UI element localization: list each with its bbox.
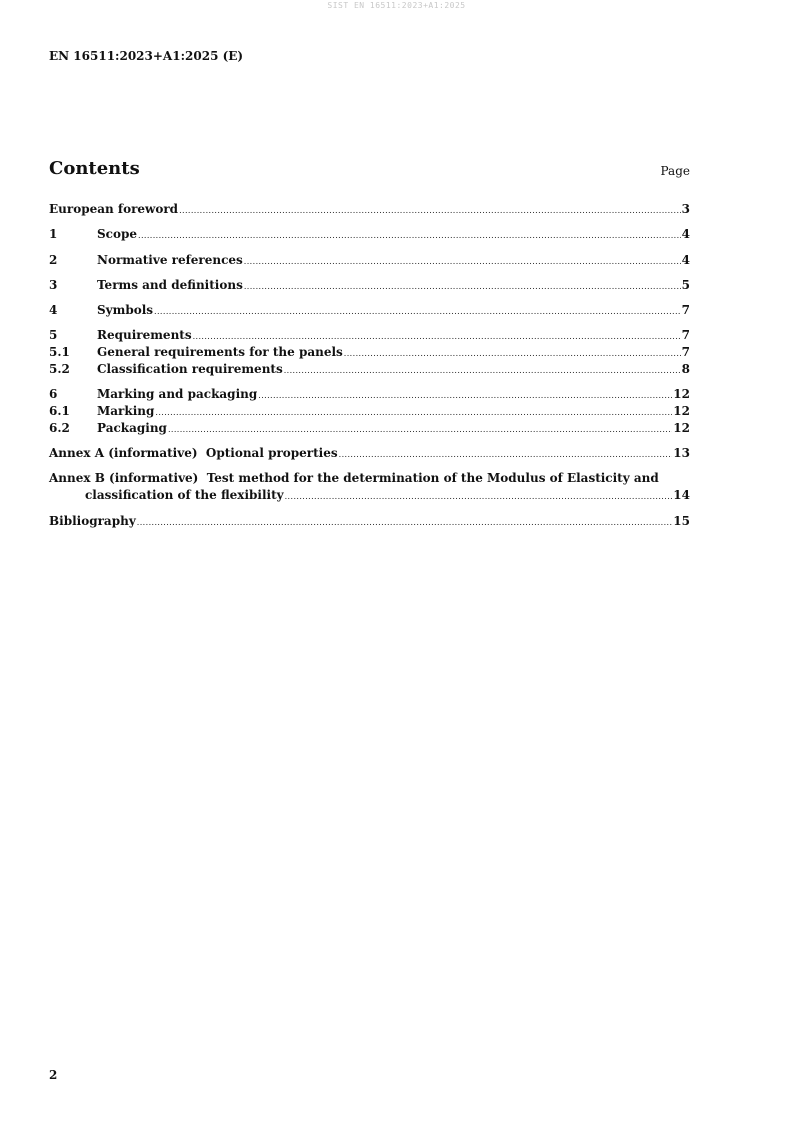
page-column-label: Page <box>660 164 690 178</box>
toc-entry-page: 13 <box>673 446 690 460</box>
toc-leader-dots <box>154 303 681 320</box>
toc-leader-dots <box>138 227 681 244</box>
toc-entry-title: Marking <box>97 404 155 418</box>
contents-title: Contents <box>49 158 140 179</box>
toc-leader-dots <box>244 253 681 270</box>
toc-entry-normative-references[interactable] <box>49 252 690 270</box>
toc-entry-european-foreword[interactable] <box>49 201 690 219</box>
toc-entry-general-requirements[interactable] <box>49 344 690 362</box>
toc-leader-dots <box>137 514 673 531</box>
toc-entry-title: Symbols <box>97 303 154 317</box>
toc-entry-marking[interactable] <box>49 403 690 421</box>
toc-entry-terms-and-definitions[interactable] <box>49 277 690 295</box>
toc-entry-title: European foreword <box>49 202 179 216</box>
toc-entry-page: 12 <box>673 387 690 401</box>
toc-entry-number: 5 <box>49 328 58 342</box>
toc-entry-page: 14 <box>673 488 690 502</box>
toc-entry-number: 4 <box>49 303 58 317</box>
toc-entry-title: Requirements <box>97 328 192 342</box>
toc-entry-title: Annex A (informative) Optional properties <box>49 446 338 460</box>
toc-leader-dots <box>193 328 681 345</box>
toc-entry-number: 6.1 <box>49 404 70 418</box>
toc-entry-number: 2 <box>49 253 58 267</box>
toc-entry-marking-and-packaging[interactable] <box>49 386 690 404</box>
toc-entry-title: Terms and definitions <box>97 278 243 292</box>
toc-leader-dots <box>168 421 672 438</box>
toc-entry-page: 3 <box>681 202 690 216</box>
toc-entry-title-line2-row <box>49 487 690 505</box>
toc-entry-page: 4 <box>681 253 690 267</box>
toc-leader-dots <box>344 345 681 362</box>
toc-leader-dots <box>155 404 672 421</box>
toc-entry-requirements[interactable] <box>49 327 690 345</box>
toc-entry-annex-a[interactable] <box>49 445 690 463</box>
toc-entry-page: 8 <box>681 362 690 376</box>
toc-entry-number: 1 <box>49 227 58 241</box>
toc-entry-number: 5.2 <box>49 362 70 376</box>
toc-entry-page: 15 <box>673 514 690 528</box>
toc-entry-title-line1: Annex B (informative) Test method for the determination of the Modulus of Elasticity and <box>49 471 659 485</box>
toc-entry-title-line2: classification of the flexibility <box>85 488 284 502</box>
toc-entry-page: 7 <box>681 303 690 317</box>
toc-leader-dots <box>339 446 673 463</box>
toc-leader-dots <box>258 387 672 404</box>
toc-entry-title: Marking and packaging <box>97 387 258 401</box>
toc-entry-number: 6.2 <box>49 421 70 435</box>
toc-entry-page: 5 <box>681 278 690 292</box>
toc-entry-title: Scope <box>97 227 138 241</box>
document-id-header: EN 16511:2023+A1:2025 (E) <box>49 49 244 63</box>
toc-entry-page: 4 <box>681 227 690 241</box>
watermark: SIST EN 16511:2023+A1:2025 <box>327 1 466 10</box>
toc-entry-page: 7 <box>681 345 690 359</box>
toc-leader-dots <box>285 488 673 505</box>
toc-leader-dots <box>179 202 681 219</box>
toc-entry-page: 12 <box>673 421 690 435</box>
toc-entry-number: 3 <box>49 278 58 292</box>
toc-entry-symbols[interactable] <box>49 302 690 320</box>
toc-entry-page: 12 <box>673 404 690 418</box>
toc-entry-number: 6 <box>49 387 58 401</box>
page-number: 2 <box>49 1068 58 1082</box>
toc-entry-title: General requirements for the panels <box>97 345 343 359</box>
toc-entry-classification-requirements[interactable] <box>49 361 690 379</box>
toc-leader-dots <box>244 278 681 295</box>
toc-entry-packaging[interactable] <box>49 420 690 438</box>
toc-entry-page: 7 <box>681 328 690 342</box>
toc-entry-title: Packaging <box>97 421 167 435</box>
toc-leader-dots <box>284 362 681 379</box>
toc-entry-title: Classification requirements <box>97 362 283 376</box>
toc-entry-title: Bibliography <box>49 514 136 528</box>
toc-entry-number: 5.1 <box>49 345 70 359</box>
toc-entry-bibliography[interactable] <box>49 513 690 531</box>
toc-entry-scope[interactable] <box>49 226 690 244</box>
toc-entry-title: Normative references <box>97 253 243 267</box>
toc-entry-annex-b[interactable] <box>49 470 690 505</box>
